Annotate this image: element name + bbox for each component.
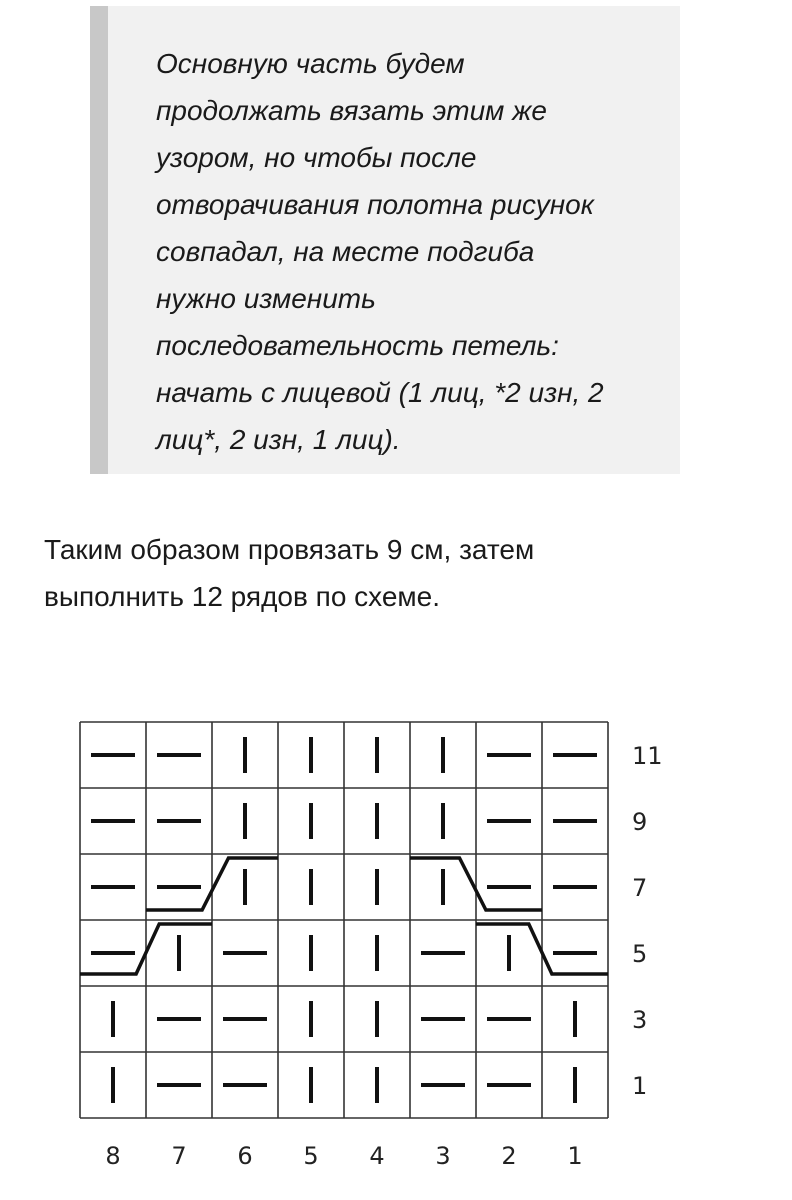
quote-line: последовательность петель:	[156, 330, 559, 361]
column-number-label: 1	[567, 1142, 583, 1170]
quote-line: начать с лицевой (1 лиц, *2 изн, 2	[156, 377, 604, 408]
row-number-label: 5	[632, 940, 648, 968]
body-paragraph	[44, 526, 744, 620]
quote-line: совпадал, на месте подгиба	[156, 236, 535, 267]
column-number-label: 3	[435, 1142, 451, 1170]
column-number-label: 2	[501, 1142, 517, 1170]
quote-line: продолжать вязать этим же	[156, 95, 547, 126]
quote-line: лиц*, 2 изн, 1 лиц).	[156, 424, 401, 455]
column-number-label: 7	[171, 1142, 187, 1170]
quote-line: узором, но чтобы после	[156, 142, 477, 173]
row-number-label: 7	[632, 874, 648, 902]
paragraph-line: выполнить 12 рядов по схеме.	[44, 581, 441, 612]
row-number-label: 1	[632, 1072, 648, 1100]
column-number-label: 4	[369, 1142, 385, 1170]
column-number-label: 8	[105, 1142, 121, 1170]
row-number-label: 9	[632, 808, 648, 836]
paragraph-line: Таким образом провязать 9 см, затем	[44, 534, 535, 565]
knitting-chart-svg	[44, 640, 724, 1180]
row-number-label: 11	[632, 742, 663, 770]
column-number-label: 5	[303, 1142, 319, 1170]
blockquote-text	[156, 40, 656, 463]
quote-line: отворачивания полотна рисунок	[156, 189, 594, 220]
quote-line: нужно изменить	[156, 283, 376, 314]
blockquote-bar	[90, 6, 108, 474]
row-number-label: 3	[632, 1006, 648, 1034]
blockquote	[90, 6, 680, 474]
column-number-label: 6	[237, 1142, 253, 1170]
knitting-chart	[44, 640, 724, 1180]
quote-line: Основную часть будем	[156, 48, 465, 79]
